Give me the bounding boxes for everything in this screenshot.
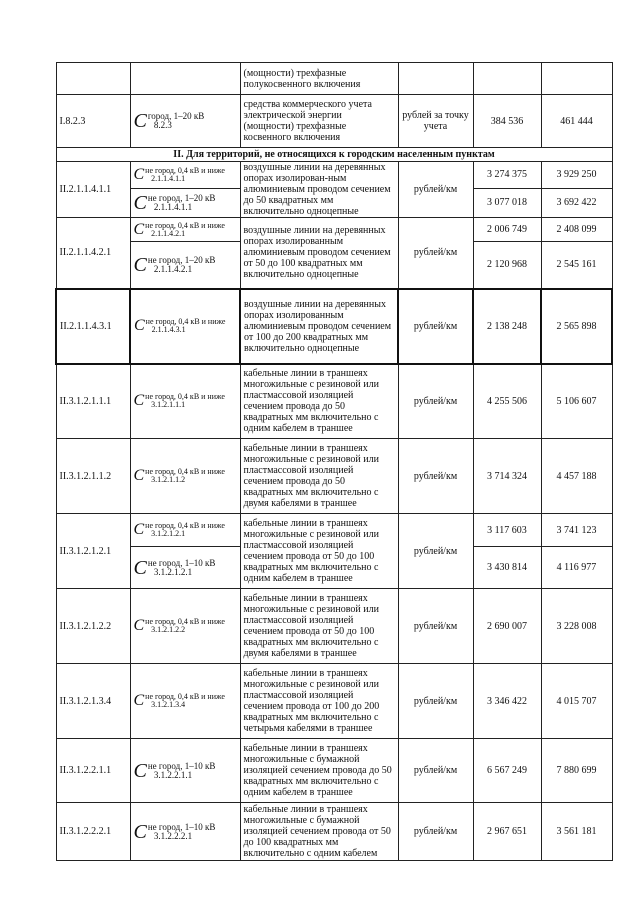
- symbol-subscript: 3.1.2.1.1.1: [151, 400, 186, 410]
- symbol-subscript: 2.1.1.4.2.1: [153, 263, 193, 274]
- value-col2: 3 228 008: [541, 589, 612, 664]
- symbol-superscript: не город, 0,4 кВ и ниже: [145, 521, 225, 530]
- table-row: [56, 63, 612, 95]
- table-row: [56, 739, 612, 803]
- table-row: [56, 803, 612, 861]
- row-unit: [398, 63, 473, 95]
- row-code: II.3.1.2.2.1.1: [56, 739, 130, 803]
- symbol-subscript: 2.1.1.4.1.1: [153, 201, 193, 212]
- rate-symbol: C не город, 0,4 кВ и ниже 3.1.2.1.1.2: [130, 439, 240, 514]
- rate-symbol: C не город, 0,4 кВ и ниже 2.1.1.4.3.1: [130, 289, 240, 364]
- row-description: кабельные линии в траншеях многожильные с бумажной изоляцией сечением провода до 50 квадратных мм включительно с одним кабелем в траншее: [240, 739, 398, 803]
- value-col2: 4 116 977: [541, 547, 612, 589]
- table-row: [56, 218, 612, 242]
- row-description: кабельные линии в траншеях многожильные с резиновой или пластмассовой изоляцией сечением провода до 50 квадратных мм включительно с одним кабелем в траншее: [240, 364, 398, 439]
- symbol-superscript: не город, 1–20 кВ: [147, 254, 216, 265]
- symbol-superscript: не город, 0,4 кВ и ниже: [145, 617, 225, 626]
- value-col1: 3 430 814: [473, 547, 541, 589]
- rate-symbol: C не город, 1–10 кВ 3.1.2.2.1.1: [130, 739, 240, 803]
- symbol-superscript: не город, 1–20 кВ: [147, 192, 216, 203]
- symbol-subscript: 8.2.3: [153, 120, 172, 130]
- table-row: [56, 514, 612, 547]
- row-code: II.3.1.2.1.1.1: [56, 364, 130, 439]
- section-header-row: [56, 148, 612, 162]
- symbol-subscript: 3.1.2.1.2.2: [151, 625, 186, 634]
- value-col1: 3 346 422: [473, 664, 541, 739]
- value-col1: [473, 63, 541, 95]
- value-col2: 461 444: [541, 95, 612, 148]
- value-col1: 2 120 968: [473, 242, 541, 289]
- value-col2: 2 565 898: [541, 289, 612, 364]
- value-col2: 5 106 607: [541, 364, 612, 439]
- symbol-subscript: 2.1.1.4.3.1: [151, 325, 186, 334]
- value-col2: 7 880 699: [541, 739, 612, 803]
- row-description: воздушные линии на деревянных опорах изолированным алюминиевым проводом сечением от 50 до 100 квадратных мм включительно одноцепные: [240, 218, 398, 289]
- value-col1: 2 006 749: [473, 218, 541, 242]
- value-col2: 3 929 250: [541, 162, 612, 189]
- symbol-superscript: не город, 0,4 кВ и ниже: [145, 692, 225, 701]
- tariff-table: [55, 62, 613, 861]
- rate-symbol: C не город, 1–20 кВ 2.1.1.4.2.1: [130, 242, 240, 289]
- row-description: кабельные линии в траншеях многожильные с резиновой или пластмассовой изоляцией сечением провода от 50 до 100 квадратных мм включительно с двумя кабелями в траншее: [240, 589, 398, 664]
- row-unit: рублей/км: [398, 218, 473, 289]
- symbol-subscript: 2.1.1.4.2.1: [151, 228, 186, 238]
- row-unit: рублей за точку учета: [398, 95, 473, 148]
- row-description: (мощности) трехфазные полукосвенного включения: [240, 63, 398, 95]
- section-title: II. Для территорий, не относящихся к городским населенным пунктам: [56, 148, 612, 162]
- value-col2: 3 741 123: [541, 514, 612, 547]
- row-unit: рублей/км: [398, 289, 473, 364]
- rate-symbol: C город, 1–20 кВ 8.2.3: [130, 95, 240, 148]
- row-description: кабельные линии в траншеях многожильные с резиновой или пластмассовой изоляцией сечением провода от 100 до 200 квадратных мм включительно с четырьмя кабелями в траншее: [240, 664, 398, 739]
- rate-symbol: C не город, 0,4 кВ и ниже 3.1.2.1.1.1: [130, 364, 240, 439]
- rate-symbol: C не город, 0,4 кВ и ниже 3.1.2.1.2.1: [130, 514, 240, 547]
- table-row: [56, 664, 612, 739]
- symbol-superscript: не город, 0,4 кВ и ниже: [145, 392, 225, 402]
- value-col1: 3 077 018: [473, 188, 541, 217]
- rate-symbol: C не город, 0,4 кВ и ниже 3.1.2.1.2.2: [130, 589, 240, 664]
- row-description: воздушные линии на деревянных опорах изолирован-ным алюминиевым проводом сечением до 50 квадратных мм включительно одноцепные: [240, 162, 398, 218]
- row-unit: рублей/км: [398, 439, 473, 514]
- value-col2: 4 015 707: [541, 664, 612, 739]
- value-col2: 4 457 188: [541, 439, 612, 514]
- row-description: кабельные линии в траншеях многожильные с резиновой или пластмассовой изоляцией сечением провода от 50 до 100 квадратных мм включительно с одним кабелем в траншее: [240, 514, 398, 589]
- symbol-superscript: не город, 0,4 кВ и ниже: [145, 317, 226, 326]
- value-col1: 2 138 248: [473, 289, 541, 364]
- row-unit: рублей/км: [398, 514, 473, 589]
- rate-symbol: C не город, 0,4 кВ и ниже 2.1.1.4.1.1: [130, 162, 240, 189]
- row-code: II.2.1.1.4.3.1: [56, 289, 130, 364]
- value-col1: 384 536: [473, 95, 541, 148]
- row-description: кабельные линии в траншеях многожильные с бумажной изоляцией сечением провода от 50 до 100 квадратных мм включительно с одним кабелем: [240, 803, 398, 861]
- row-code: [56, 63, 130, 95]
- row-description: воздушные линии на деревянных опорах изолированным алюминиевым проводом сечением от 100 до 200 квадратных мм включительно одноцепные: [240, 289, 398, 364]
- value-col1: 2 967 651: [473, 803, 541, 861]
- row-code: II.3.1.2.1.3.4: [56, 664, 130, 739]
- value-col1: 3 714 324: [473, 439, 541, 514]
- symbol-subscript: 3.1.2.1.2.1: [153, 566, 193, 577]
- rate-symbol: C не город, 0,4 кВ и ниже 2.1.1.4.2.1: [130, 218, 240, 242]
- value-col2: [541, 63, 612, 95]
- symbol-subscript: 3.1.2.2.2.1: [153, 830, 193, 841]
- row-unit: рублей/км: [398, 364, 473, 439]
- symbol-superscript: не город, 1–10 кВ: [147, 557, 216, 568]
- row-description: средства коммерческого учета электрической энергии (мощности) трехфазные косвенного включения: [240, 95, 398, 148]
- symbol-subscript: 2.1.1.4.1.1: [151, 173, 186, 183]
- symbol-subscript: 3.1.2.2.1.1: [153, 769, 193, 780]
- row-code: II.3.1.2.2.2.1: [56, 803, 130, 861]
- row-code: II.3.1.2.1.2.1: [56, 514, 130, 589]
- value-col1: 6 567 249: [473, 739, 541, 803]
- row-unit: рублей/км: [398, 739, 473, 803]
- symbol-superscript: не город, 1–10 кВ: [147, 760, 216, 771]
- row-unit: рублей/км: [398, 803, 473, 861]
- value-col1: 4 255 506: [473, 364, 541, 439]
- symbol-superscript: не город, 0,4 кВ и ниже: [145, 467, 225, 476]
- value-col2: 2 408 099: [541, 218, 612, 242]
- value-col2: 2 545 161: [541, 242, 612, 289]
- value-col1: 3 274 375: [473, 162, 541, 189]
- symbol-subscript: 3.1.2.1.2.1: [151, 529, 186, 538]
- symbol-superscript: не город, 0,4 кВ и ниже: [145, 165, 225, 175]
- rate-symbol: [130, 63, 240, 95]
- symbol-subscript: 3.1.2.1.1.2: [151, 475, 186, 484]
- row-description: кабельные линии в траншеях многожильные с резиновой или пластмассовой изоляцией сечением провода до 50 квадратных мм включительно с двумя кабелями в траншее: [240, 439, 398, 514]
- table-row: [56, 589, 612, 664]
- row-unit: рублей/км: [398, 162, 473, 218]
- rate-symbol: C не город, 1–10 кВ 3.1.2.2.2.1: [130, 803, 240, 861]
- rate-symbol: C не город, 1–10 кВ 3.1.2.1.2.1: [130, 547, 240, 589]
- symbol-superscript: город, 1–20 кВ: [147, 111, 205, 121]
- rate-symbol: C не город, 0,4 кВ и ниже 3.1.2.1.3.4: [130, 664, 240, 739]
- table-row: [56, 95, 612, 148]
- symbol-superscript: не город, 1–10 кВ: [147, 821, 216, 832]
- value-col1: 3 117 603: [473, 514, 541, 547]
- symbol-subscript: 3.1.2.1.3.4: [151, 700, 186, 709]
- rate-symbol: C не город, 1–20 кВ 2.1.1.4.1.1: [130, 188, 240, 217]
- row-unit: рублей/км: [398, 664, 473, 739]
- row-code: II.2.1.1.4.1.1: [56, 162, 130, 218]
- table-row: [56, 162, 612, 189]
- value-col2: 3 692 422: [541, 188, 612, 217]
- row-unit: рублей/км: [398, 589, 473, 664]
- value-col2: 3 561 181: [541, 803, 612, 861]
- table-row: [56, 439, 612, 514]
- table-row: [56, 364, 612, 439]
- row-code: II.3.1.2.1.2.2: [56, 589, 130, 664]
- symbol-superscript: не город, 0,4 кВ и ниже: [145, 220, 225, 230]
- row-code: II.2.1.1.4.2.1: [56, 218, 130, 289]
- value-col1: 2 690 007: [473, 589, 541, 664]
- row-code: I.8.2.3: [56, 95, 130, 148]
- row-code: II.3.1.2.1.1.2: [56, 439, 130, 514]
- table-row: [56, 289, 612, 364]
